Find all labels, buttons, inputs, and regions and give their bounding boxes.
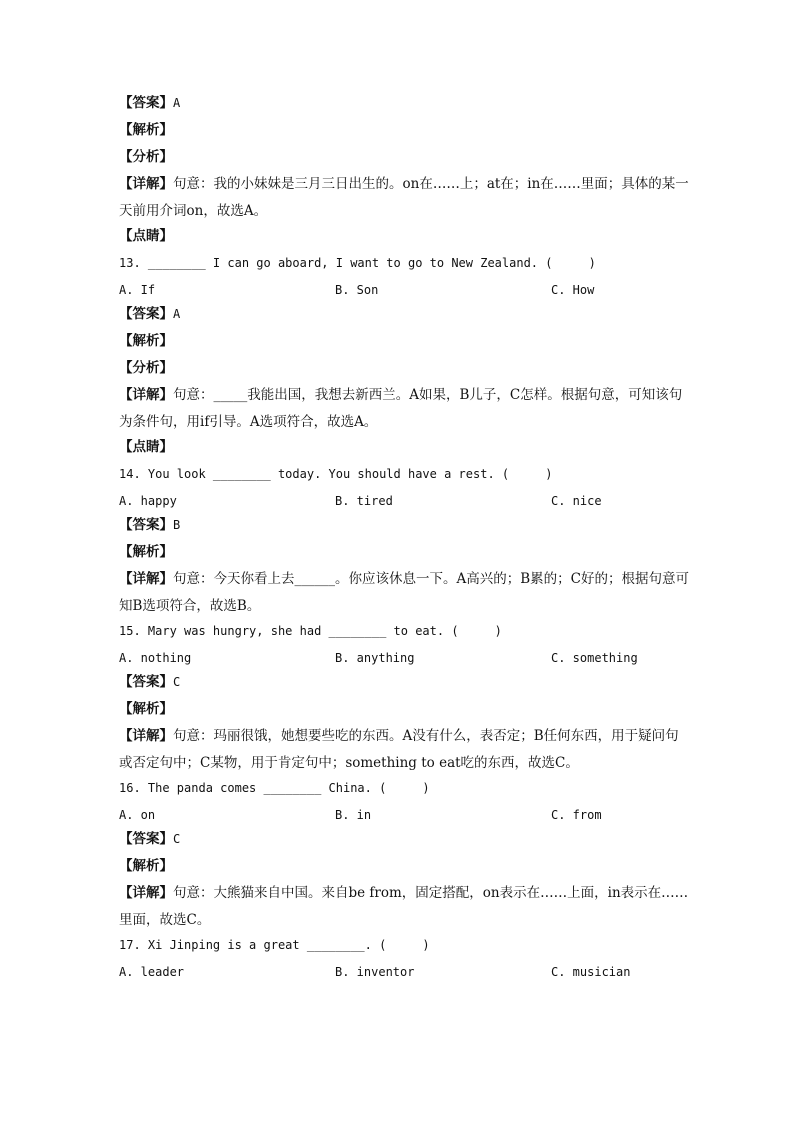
- q15-options: [119, 649, 689, 667]
- q17-option-a: A. leader: [119, 965, 185, 979]
- q14-option-a: A. happy: [119, 494, 177, 508]
- q13-question: 13. ________ I can go aboard, I want to go to New Zealand. ( ): [119, 256, 596, 270]
- q15-option-c: C. something: [551, 651, 638, 665]
- q17-option-b: B. inventor: [335, 965, 415, 979]
- q13-answer: 【答案】A: [119, 306, 181, 322]
- q12-analysis: 【解析】: [119, 122, 173, 138]
- q16-answer: 【答案】C: [119, 831, 181, 847]
- q16-option-b: B. in: [335, 808, 372, 822]
- q13-comment: 【点睛】: [119, 439, 173, 455]
- q15-option-a: A. nothing: [119, 651, 192, 665]
- q12-detail: 【详解】句意：我的小妹妹是三月三日出生的。on在……上；at在；in在……里面；具体的某一天前用介词on，故选A。: [119, 176, 689, 219]
- q12-comment: 【点睛】: [119, 228, 173, 244]
- q13-options: [119, 281, 689, 299]
- q16-analysis: 【解析】: [119, 858, 173, 874]
- q14-detail: 【详解】句意：今天你看上去______。你应该休息一下。A高兴的；B累的；C好的；根据句意可知B选项符合，故选B。: [119, 571, 689, 614]
- q16-option-c: C. from: [551, 808, 602, 822]
- q12-answer: 【答案】A: [119, 95, 181, 111]
- q15-detail: 【详解】句意：玛丽很饿，她想要些吃的东西。A没有什么，表否定；B任何东西，用于疑问句或否定句中；C某物，用于肯定句中；something to eat吃的东西，故选C。: [119, 728, 679, 771]
- q15-question: 15. Mary was hungry, she had ________ to eat. ( ): [119, 624, 502, 638]
- q13-analysis: 【解析】: [119, 333, 173, 349]
- q16-question: 16. The panda comes ________ China. ( ): [119, 781, 430, 795]
- document-page: [119, 94, 689, 987]
- q16-options: [119, 806, 689, 824]
- q13-option-c: C. How: [551, 283, 595, 297]
- q14-question: 14. You look ________ today. You should have a rest. ( ): [119, 467, 553, 481]
- q14-options: [119, 492, 689, 510]
- q12-breakdown: 【分析】: [119, 149, 173, 165]
- q13-option-b: B. Son: [335, 283, 379, 297]
- q13-breakdown: 【分析】: [119, 360, 173, 376]
- q15-analysis: 【解析】: [119, 701, 173, 717]
- q14-analysis: 【解析】: [119, 544, 173, 560]
- q14-option-c: C. nice: [551, 494, 602, 508]
- q17-question: 17. Xi Jinping is a great ________. ( ): [119, 938, 430, 952]
- q13-detail: 【详解】句意：_____我能出国，我想去新西兰。A如果，B儿子，C怎样。根据句意，可知该句为条件句，用if引导。A选项符合，故选A。: [119, 387, 683, 430]
- q16-option-a: A. on: [119, 808, 156, 822]
- q15-answer: 【答案】C: [119, 674, 181, 690]
- q16-detail: 【详解】句意：大熊猫来自中国。来自be from，固定搭配，on表示在……上面，in表示在……里面，故选C。: [119, 885, 689, 928]
- q17-options: [119, 963, 689, 981]
- q13-option-a: A. If: [119, 283, 156, 297]
- q17-option-c: C. musician: [551, 965, 631, 979]
- q14-option-b: B. tired: [335, 494, 393, 508]
- q15-option-b: B. anything: [335, 651, 415, 665]
- q14-answer: 【答案】B: [119, 517, 181, 533]
